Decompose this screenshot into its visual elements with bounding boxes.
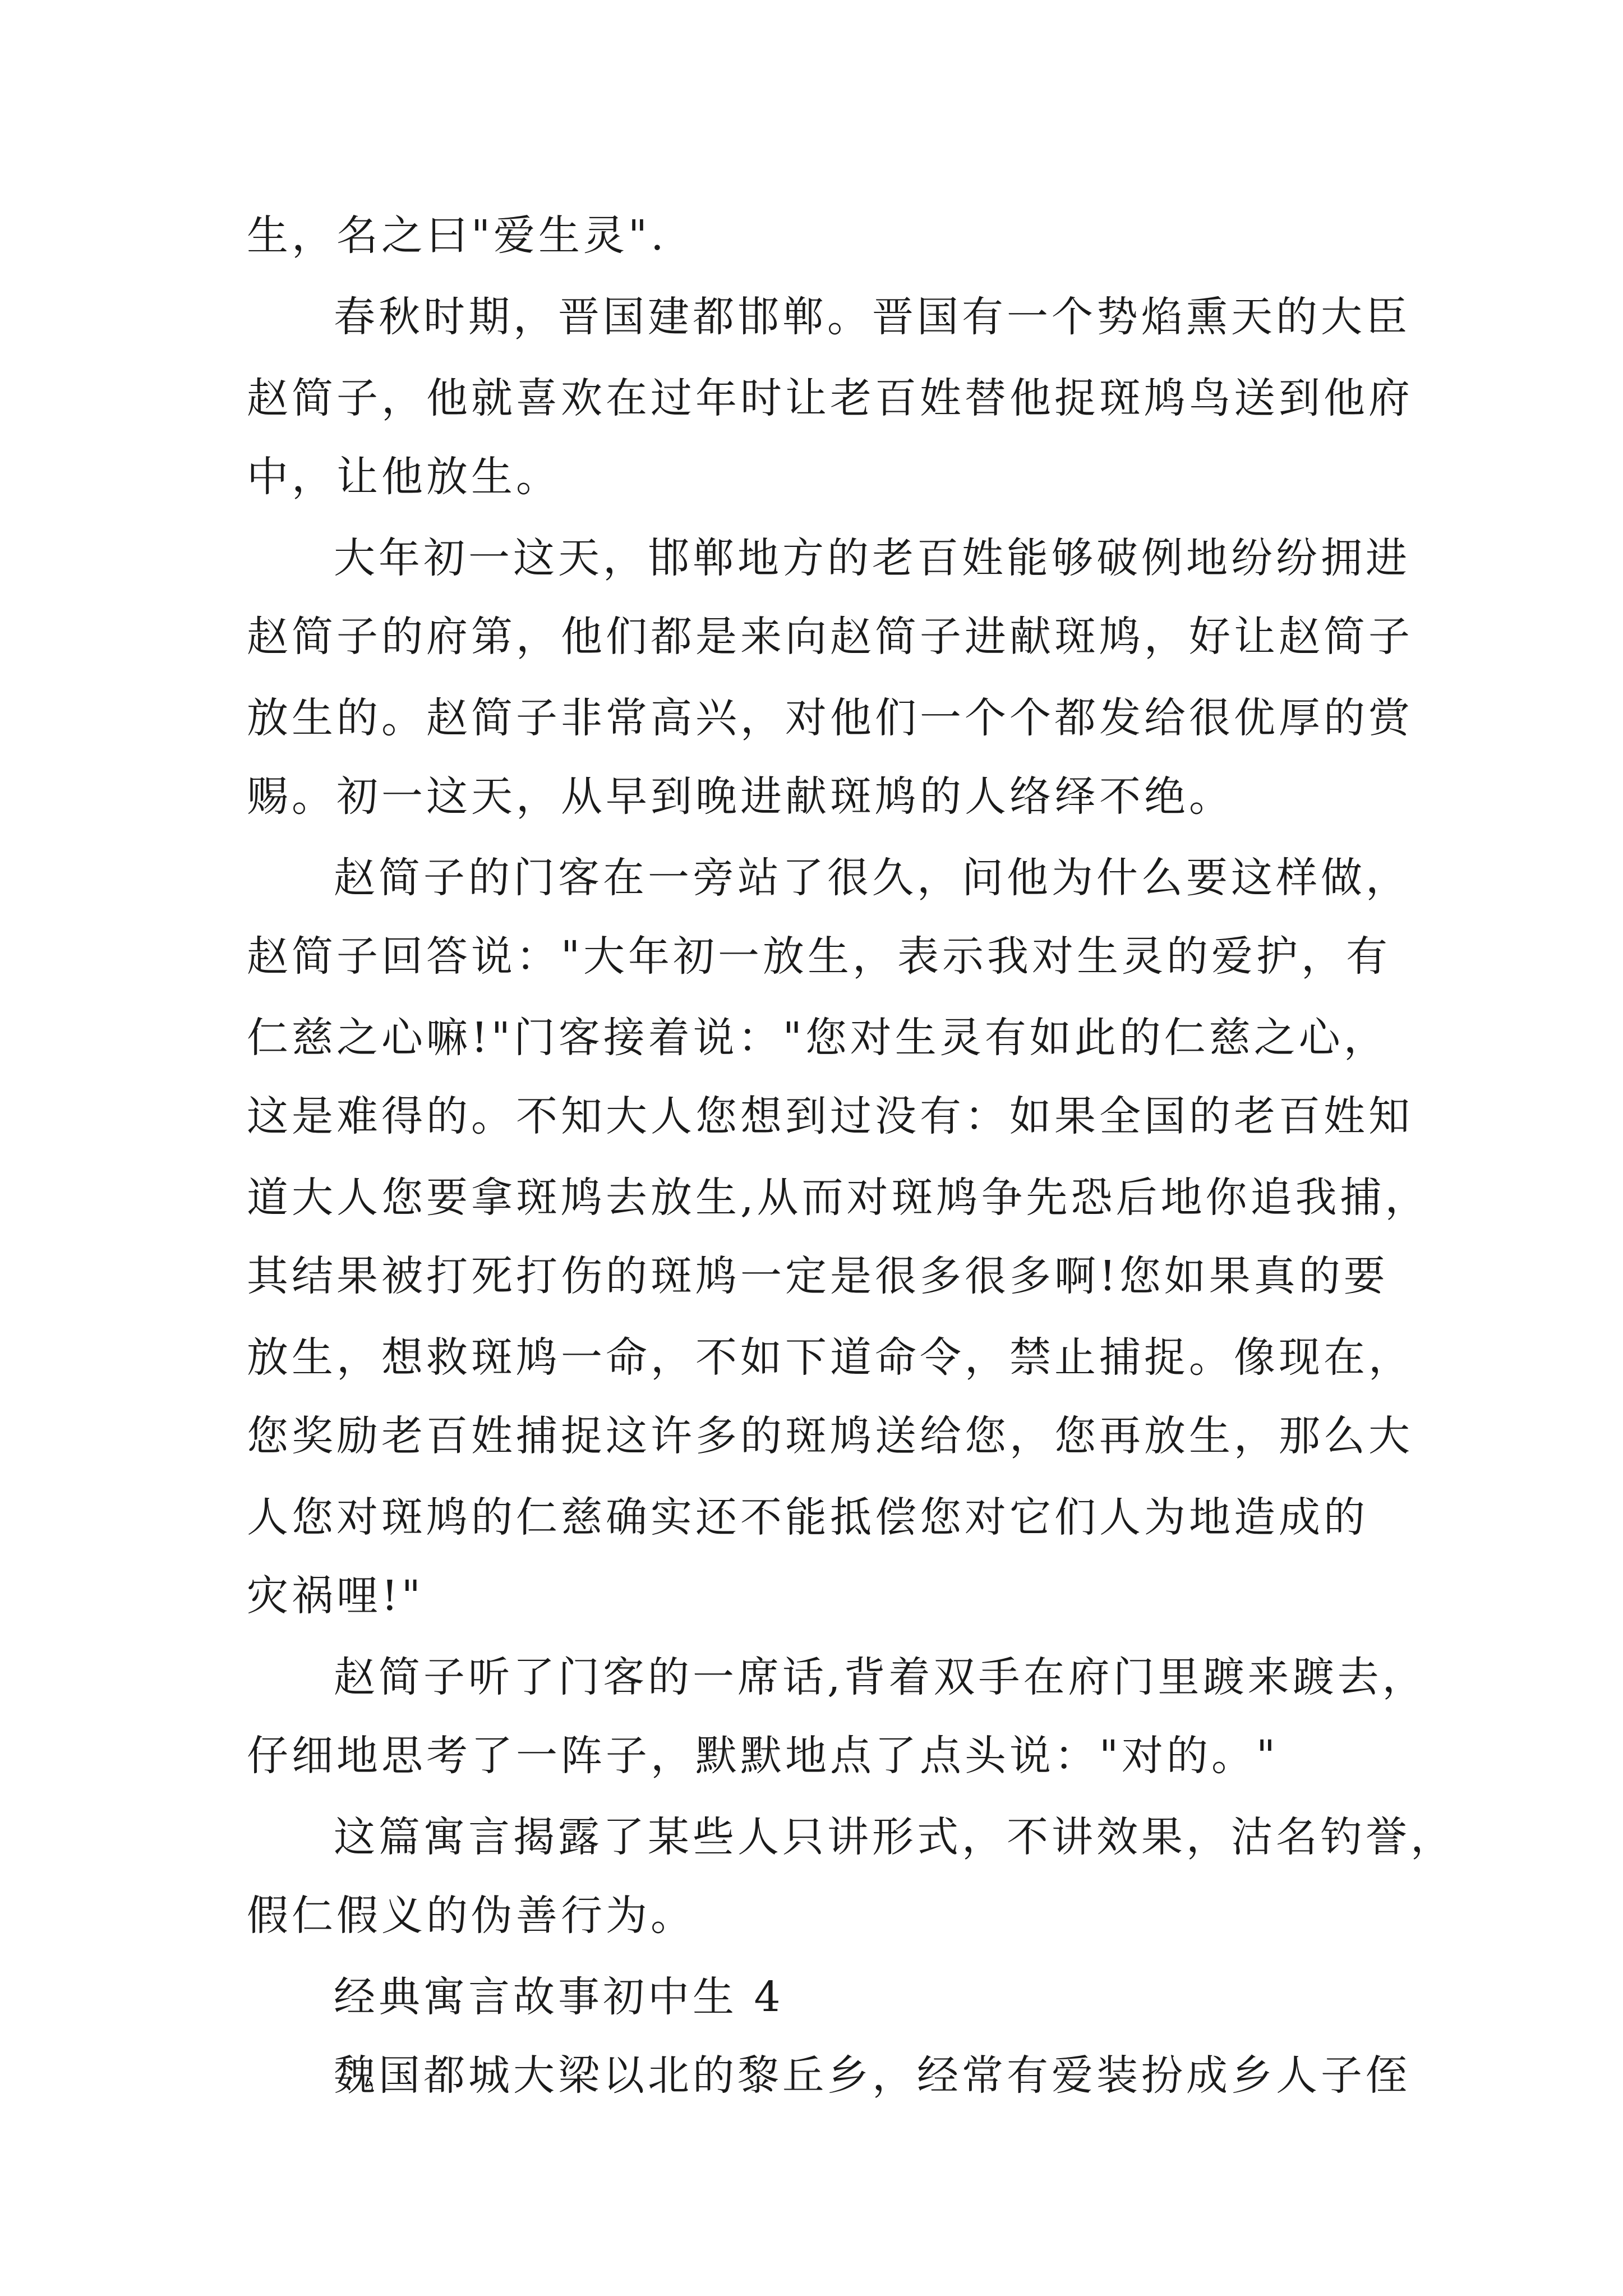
paragraph-2-line-1: 春秋时期，晋国建都邯郸。晋国有一个势焰熏天的大臣 xyxy=(334,293,1410,341)
paragraph-4-line-6: 其结果被打死打伤的斑鸠一定是很多很多啊!您如果真的要 xyxy=(247,1252,1389,1300)
paragraph-4-line-1: 赵简子的门客在一旁站了很久，问他为什么要这样做， xyxy=(334,854,1410,902)
paragraph-6-line-1: 这篇寓言揭露了某些人只讲形式，不讲效果，沽名钓誉， xyxy=(334,1813,1455,1861)
paragraph-2-line-2: 赵简子，他就喜欢在过年时让老百姓替他捉斑鸠鸟送到他府 xyxy=(247,374,1413,422)
paragraph-3-line-2: 赵简子的府第，他们都是来向赵简子进献斑鸠，好让赵简子 xyxy=(247,613,1413,661)
paragraph-3-line-3: 放生的。赵简子非常高兴，对他们一个个都发给很优厚的赏 xyxy=(247,694,1413,742)
paragraph-4-line-2: 赵简子回答说："大年初一放生，表示我对生灵的爱护，有 xyxy=(247,932,1391,981)
paragraph-4-line-5: 道大人您要拿斑鸠去放生,从而对斑鸠争先恐后地你追我捕， xyxy=(247,1174,1430,1222)
paragraph-2-line-3: 中，让他放生。 xyxy=(247,453,561,501)
paragraph-4-line-4: 这是难得的。不知大人您想到过没有：如果全国的老百姓知 xyxy=(247,1092,1413,1140)
paragraph-6-line-2: 假仁假义的伪善行为。 xyxy=(247,1892,695,1940)
paragraph-4-line-10: 灾祸哩!" xyxy=(247,1572,424,1620)
section-heading: 经典寓言故事初中生 4 xyxy=(334,1973,784,2021)
paragraph-5-line-1: 赵简子听了门客的一席话,背着双手在府门里踱来踱去， xyxy=(334,1653,1427,1701)
paragraph-3-line-1: 大年初一这天，邯郸地方的老百姓能够破例地纷纷拥进 xyxy=(334,534,1410,582)
paragraph-4-line-7: 放生，想救斑鸠一命，不如下道命令，禁止捕捉。像现在， xyxy=(247,1333,1413,1382)
paragraph-1-line-1: 生，名之曰"爱生灵". xyxy=(247,211,667,260)
paragraph-3-line-4: 赐。初一这天，从早到晚进献斑鸠的人络绎不绝。 xyxy=(247,772,1234,821)
paragraph-4-line-3: 仁慈之心嘛!"门客接着说："您对生灵有如此的仁慈之心， xyxy=(247,1014,1389,1062)
paragraph-4-line-8: 您奖励老百姓捕捉这许多的斑鸠送给您，您再放生，那么大 xyxy=(247,1412,1413,1460)
paragraph-7-line-1: 魏国都城大梁以北的黎丘乡，经常有爱装扮成乡人子侄 xyxy=(334,2051,1410,2100)
paragraph-5-line-2: 仔细地思考了一阵子，默默地点了点头说："对的。" xyxy=(247,1732,1279,1780)
paragraph-4-line-9: 人您对斑鸠的仁慈确实还不能抵偿您对它们人为地造成的 xyxy=(247,1493,1368,1542)
